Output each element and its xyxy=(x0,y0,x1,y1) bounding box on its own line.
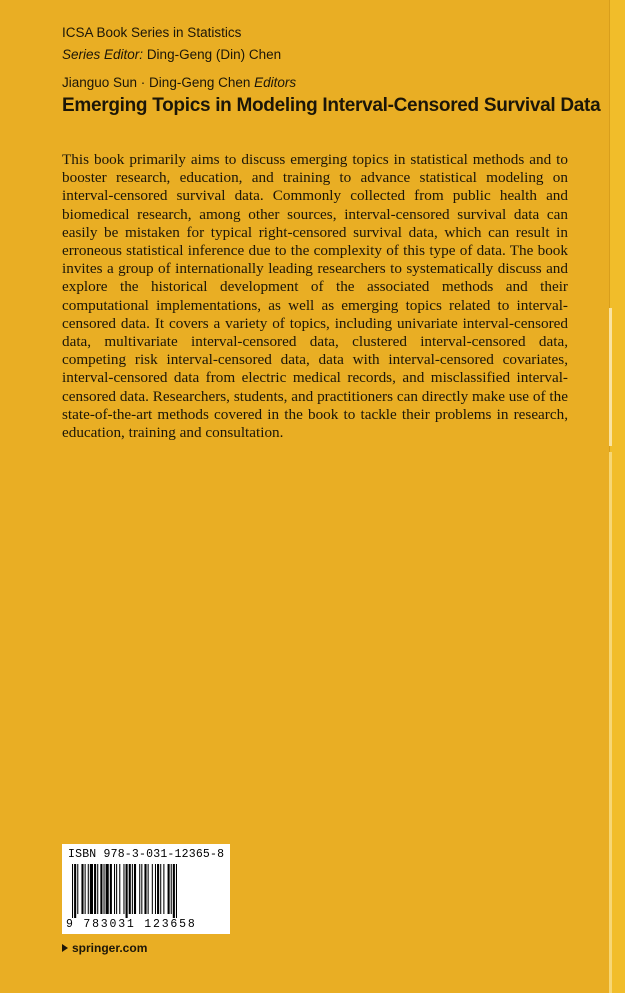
spine-edge xyxy=(610,0,625,993)
barcode-bar xyxy=(144,864,146,914)
barcode-bar xyxy=(168,864,170,914)
barcode-bar xyxy=(72,864,73,918)
book-description: This book primarily aims to discuss emerging topics in statistical methods and to booster research, education, and training to advance statistical modeling on interval-censored survival data. Commonly collected from public health and biomedical research, among other sources, interval-censored survival data can easily be mistaken for typical right-censored survival data, which can result in erroneous statistical inference due to the complexity of this type of data. The book invites a group of internationally leading researchers to systematically discuss and explore the historical development of the associated methods and their computational implementations, as well as emerging topics related to interval-censored data. It covers a variety of topics, including univariate interval-censored data, multivariate interval-censored data, clustered interval-censored data, competing risk interval-censored data, data with interval-censored covariates, interval-censored data from electric medical records, and misclassified interval-censored data. Researchers, students, and practitioners can directly make use of the state-of-the-art methods covered in the book to tackle their problems in research, education, training and consultation. xyxy=(62,151,568,442)
publisher-url: springer.com xyxy=(72,941,148,955)
barcode-bar xyxy=(97,864,98,914)
barcode-bar xyxy=(141,864,142,914)
barcode-bar xyxy=(157,864,159,914)
barcode-bar xyxy=(104,864,105,914)
barcode-bar xyxy=(100,864,102,914)
publisher-link[interactable] xyxy=(62,940,147,956)
barcode-bar xyxy=(85,864,86,914)
barcode-bar xyxy=(176,864,177,918)
isbn-digits: 9 783031 123658 xyxy=(66,918,197,931)
isbn-label: ISBN 978-3-031-12365-8 xyxy=(68,848,225,861)
barcode-bar xyxy=(148,864,149,914)
barcode-bar xyxy=(77,864,78,914)
barcode-bar xyxy=(134,864,136,914)
spine-highlight-lower xyxy=(609,452,612,993)
book-editors xyxy=(62,74,296,92)
barcode-bar xyxy=(123,864,124,914)
barcode-bar xyxy=(119,864,120,914)
book-title: Emerging Topics in Modeling Interval-Censored Survival Data xyxy=(62,95,601,116)
barcode-bar xyxy=(171,864,172,914)
barcode-bar xyxy=(90,864,93,914)
barcode-bar xyxy=(74,864,76,918)
barcode-bar xyxy=(126,864,128,918)
editor-names: Jianguo Sun · Ding-Geng Chen xyxy=(62,75,251,90)
series-name: ICSA Book Series in Statistics xyxy=(62,25,242,40)
barcode-bar xyxy=(129,864,131,914)
series-editor-prefix: Series Editor: xyxy=(62,47,144,62)
barcode-bar xyxy=(81,864,83,914)
barcode-bar xyxy=(152,864,153,914)
barcode-bar xyxy=(163,864,164,914)
barcode-bar xyxy=(110,864,112,914)
barcode-bar xyxy=(160,864,161,914)
barcode-bar xyxy=(116,864,117,914)
barcode-bar xyxy=(114,864,115,914)
barcode-bar xyxy=(106,864,109,914)
series-editor-name: Ding-Geng (Din) Chen xyxy=(146,47,282,62)
barcode-bar xyxy=(94,864,96,914)
series-editor xyxy=(62,46,281,64)
arrow-right-icon xyxy=(62,944,68,952)
barcode-bar xyxy=(139,864,140,914)
barcode-icon xyxy=(68,864,224,918)
spine-highlight-upper xyxy=(609,308,612,446)
isbn-barcode-box xyxy=(62,844,230,934)
barcode-bar xyxy=(155,864,156,914)
editors-role: Editors xyxy=(254,75,297,90)
barcode-bar xyxy=(173,864,175,918)
barcode-bar xyxy=(88,864,89,914)
barcode-bar xyxy=(132,864,133,914)
